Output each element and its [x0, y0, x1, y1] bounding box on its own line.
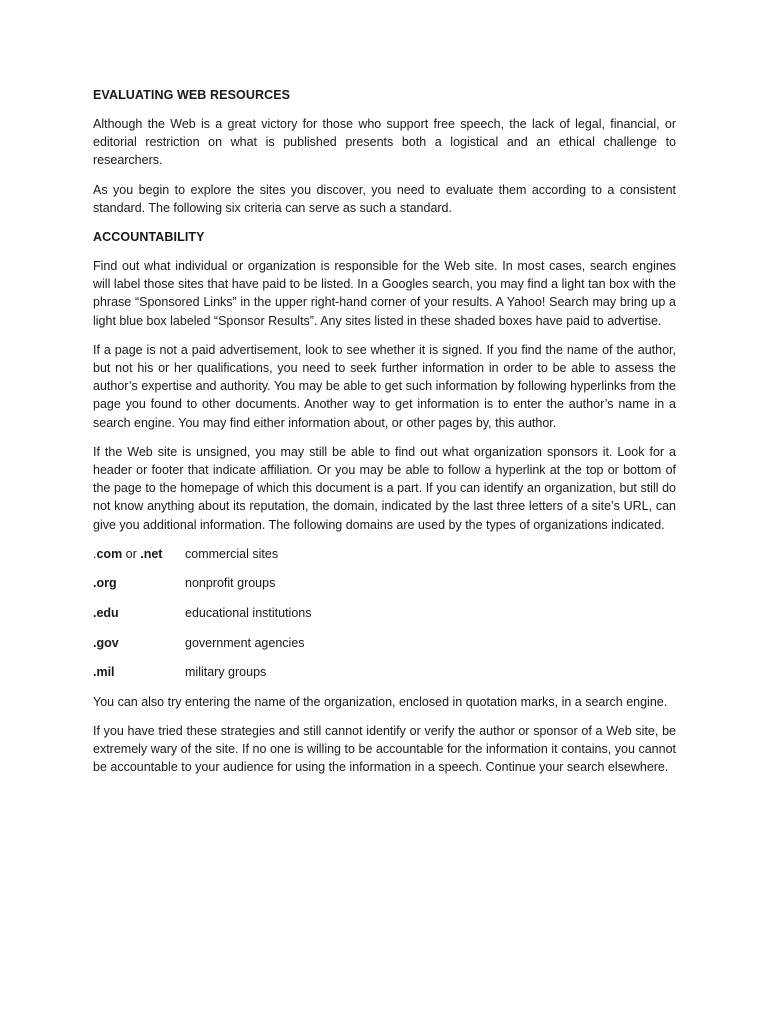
intro-paragraph-2: As you begin to explore the sites you discover, you need to evaluate them according to a consistent standard. The following six criteria can serve as such a standard.: [93, 182, 676, 215]
accountability-paragraph-2: If a page is not a paid advertisement, look to see whether it is signed. If you find the name of the author, but not his or her qualifications, you need to seek further information in order to be able to assess the author’s expertise and authority. You may be able to get such information by following hyperlinks from the page you found to other documents. Another way to get information is to enter the author’s name in a search engine. You may find either information about, or other pages by, this author.: [93, 342, 676, 430]
accountability-paragraph-1: Find out what individual or organization is responsible for the Web site. In most cases, search engines will label those sites that have paid to be listed. In a Googles search, you may find a light tan box with the phrase “Sponsored Links” in the upper right-hand corner of your results. A Yahoo! Search may bring up a light blue box labeled “Sponsor Results”. Any sites listed in these shaded boxes have paid to advertise.: [93, 259, 676, 328]
closing-paragraph-2: If you have tried these strategies and still cannot identify or verify the author or sponsor of a Web site, be extremely wary of the site. If no one is willing to be accountable for the information it contains, you cannot be accountable to your audience for using the information in a speech. Continue your search elsewhere.: [93, 724, 676, 775]
section-heading-accountability: ACCOUNTABILITY: [93, 230, 205, 245]
document-title: EVALUATING WEB RESOURCES: [93, 88, 291, 102]
domain-desc-edu: educational institutions: [185, 606, 312, 621]
domain-row-mil: [93, 663, 676, 681]
document-page: [93, 86, 676, 788]
domain-code-gov: .gov: [93, 635, 119, 650]
domain-row-gov: [93, 634, 676, 652]
domain-desc-com: commercial sites: [185, 546, 279, 561]
domain-desc-org: nonprofit groups: [185, 576, 276, 591]
intro-paragraph-1: Although the Web is a great victory for those who support free speech, the lack of legal, financial, or editorial restriction on what is published presents both a logistical and an ethical challenge to researchers.: [93, 117, 676, 168]
domain-row-edu: [93, 604, 676, 622]
domain-code-mil: .mil: [93, 665, 115, 680]
domain-code-com: .com or .net: [93, 546, 163, 561]
domain-list: [93, 545, 676, 681]
domain-desc-mil: military groups: [185, 665, 267, 680]
closing-paragraph-1: You can also try entering the name of the organization, enclosed in quotation marks, in a search engine.: [93, 694, 668, 709]
domain-desc-gov: government agencies: [185, 635, 305, 650]
accountability-paragraph-3: If the Web site is unsigned, you may still be able to find out what organization sponsors it. Look for a header or footer that indicate affiliation. Or you may be able to follow a hyperlink at the top or bottom of the page to the homepage of which this document is a part. If you can identify an organization, but still do not know anything about its reputation, the domain, indicated by the last three letters of a site’s URL, can give you additional information. The following domains are used by the types of organizations indicated.: [93, 444, 676, 532]
domain-row-com: [93, 545, 676, 563]
domain-code-edu: .edu: [93, 606, 119, 621]
domain-row-org: [93, 574, 676, 592]
domain-code-org: .org: [93, 576, 117, 591]
